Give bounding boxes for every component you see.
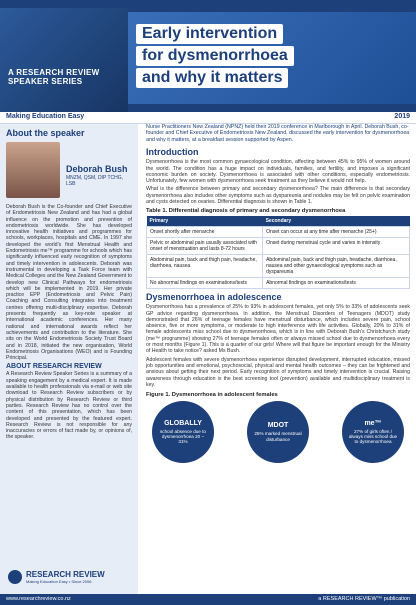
circle-text: school absence due to dysmenorrhoea 20 – 31% bbox=[160, 428, 206, 445]
figure-title: Figure 1. Dysmenorrhoea in adolescent females bbox=[146, 392, 278, 399]
footer-publication: a RESEARCH REVIEW™ publication bbox=[318, 596, 410, 602]
footer bbox=[0, 594, 416, 605]
circle-me bbox=[342, 401, 404, 463]
paragraph-2: What is the difference between primary and secondary dysmenorrhoea? The main difference is that secondary dysmenorrhoea also includes other symptoms such as dyspareunia and nodules may be felt on pelvic examination and cysts detected on ovaries. Differential diagnosis is shown in Table 1. bbox=[146, 186, 410, 205]
paragraph-1: Dysmenorrhoea is the most common gynaecological condition, affecting between 45% to 95% of women around the world. The condition has a huge impact on individuals, families, and fertility, and imposes a significant economic burden on society. Dysmenorrhoea is associated with other conditions, especially endometriosis. Unfortunately, few women with dysmenorrhoea seek treatment as they believe it would not help. bbox=[146, 159, 410, 185]
table-cell: Abdominal pain, back and thigh pain, headache, diarrhoea, nausea and other gynaecological symptoms such as dyspareunia bbox=[263, 255, 410, 278]
speaker-name: Deborah Bush bbox=[66, 164, 128, 174]
circle-title: MDOT bbox=[267, 422, 289, 430]
table-cell: Abnormal findings on examinations/tests bbox=[263, 278, 410, 289]
intro-text: Nurse Practitioners New Zealand (NPNZ) held their 2019 conference in Marlborough in April. Deborah Bush, co-founder and Chief Executive of Endometriosis New Zealand, discussed the early intervention for dysmenorrhoea and why it matters, at a breakfast session supported by Aspen. bbox=[146, 124, 410, 143]
circle-title: GLOBALLY bbox=[164, 419, 202, 427]
heading-introduction: Introduction bbox=[146, 147, 199, 158]
tagline: Making Education Easy bbox=[6, 113, 85, 120]
circle-title: me™ bbox=[364, 419, 382, 427]
year: 2019 bbox=[394, 113, 410, 120]
logo-mark-icon bbox=[8, 570, 22, 584]
table-row bbox=[147, 238, 410, 255]
logo-text bbox=[26, 570, 105, 584]
table-cell: Onset during menstrual cycle and varies in intensity bbox=[263, 238, 410, 255]
avatar bbox=[6, 142, 60, 198]
circle-mdot bbox=[247, 401, 309, 463]
top-bar bbox=[0, 0, 416, 8]
logo-title: RESEARCH REVIEW bbox=[26, 570, 105, 579]
speaker-bio: Deborah Bush is the Co-founder and Chief Executive of Endometriosis New Zealand and has had a global influence on the promotion and prevention of endometriosis worldwide. She has developed innovative health initiatives and programmes for schools, workplaces, hospitals and CME. In 1997 she developed the world's first Menstrual Health and Endometriosis me™ programme for schools which has significantly influenced early recognition of symptoms and timely intervention in adolescents. Deborah was instrumental in developing a Task Force team with Medical Colleges and the New Zealand Government to develop new Clinical Pathways for endometriosis which will be implemented in 2019. Her private practice EPP (Endometriosis and Pelvic Pain) Coaching and Consulting integrates into treatment centres offering multi-disciplinary expertise. Deborah presents frequently as key-note speaker at international academic conferences. Her many national and international awards reflect her achievements and contribution to the literature. She sits on the World Endometriosis Society Trust Board and in 2018, initiated the new organisation, World Endometriosis Organisations (WEO) and is Founding Principal. bbox=[6, 204, 133, 362]
tagline-strip bbox=[0, 112, 416, 124]
diagnosis-table bbox=[146, 216, 410, 289]
paragraph-4: Adolescent females with severe dysmenorrhoea experience disrupted development, interrupted education, missed job opportunities and emotional, psychosocial, physical and mental health outcomes – they can be frightened and anxious about getting their next period. Early recognition of symptoms and timely intervention is crucial. Raising awareness through education is the best screening tool (prevention) available and multidisciplinary treatment is key. bbox=[146, 356, 410, 388]
table-row bbox=[147, 227, 410, 238]
table-cell: Pelvic or abdominal pain usually associated with onset of menstruation and lasts 8-72 hours bbox=[147, 238, 263, 255]
brand-line1: A RESEARCH REVIEW bbox=[8, 68, 100, 77]
table-cell: No abnormal findings on examinations/tests bbox=[147, 278, 263, 289]
sidebar-heading: About the speaker bbox=[6, 128, 85, 138]
research-review-logo bbox=[8, 568, 118, 586]
footer-url[interactable]: www.researchreview.co.nz bbox=[6, 596, 71, 602]
brand-badge bbox=[8, 68, 99, 86]
title-line-3: and why it matters bbox=[136, 68, 288, 88]
table-cell: Abdominal pain, back and thigh pain, headache, diarrhoea, nausea bbox=[147, 255, 263, 278]
banner-photo bbox=[0, 8, 128, 112]
figure-circles bbox=[146, 401, 410, 463]
brand-line2: SPEAKER SERIES bbox=[8, 77, 83, 86]
table-header-secondary: Secondary bbox=[263, 216, 410, 227]
heading-adolescence: Dysmenorrhoea in adolescence bbox=[146, 292, 282, 303]
main-content bbox=[146, 124, 410, 594]
table-title: Table 1. Differential diagnosis of primary and secondary dysmenorrhoea bbox=[146, 208, 346, 215]
paragraph-3: Dysmenorrhoea has a prevalence of 25% to 93% in adolescent females, yet only 5% to 33% of adolescents seek GP advice regarding dysmenorrhoea. In addition, the Menstrual Disorders of Teenagers (MDOT) study demonstrated that 26% of teenage females have menstrual disturbance, which includes severe pain, school absence, five or more symptoms, or moderate to high interference with life activities. Globally, 20% to 31% of female adolescents miss school due to dysmenorrhoea, which is in line with Deborah Bush's Christchurch study (me™ programme) showing 27% of teenage females often or always missed school due to dysmenorrhoea every or most months (Figure 1). This is a quarter of our girls! Where will that figure be important enough for the Ministry of Health to take notice? asked Ms Bush. bbox=[146, 304, 410, 355]
circle-text: 25% marked menstrual disturbance bbox=[254, 431, 302, 442]
table-row bbox=[147, 278, 410, 289]
table-cell: Onset can occur at any time after menarche (25+) bbox=[263, 227, 410, 238]
sidebar bbox=[0, 124, 138, 594]
title-line-2: for dysmenorrhoea bbox=[136, 46, 294, 66]
banner bbox=[0, 8, 416, 112]
circle-text: 27% of girls often / always miss school due to dysmenorrhoea bbox=[348, 428, 398, 445]
banner-title bbox=[128, 12, 416, 104]
table-cell: Onset shortly after menarche bbox=[147, 227, 263, 238]
table-header-primary: Primary bbox=[147, 216, 263, 227]
about-text: A Research Review Speaker Series is a summary of a speaking engagement by a medical expert. It is made available to health professionals via e-mail or web site download to Research Review subscribers or by physical distribution by Research Review or third parties. Research Review has no control over the content of this presentation, which has been developed and presented by the featured expert. Research Review is not responsible for any inaccuracies or errors of fact made by, or opinions of, the speaker. bbox=[6, 371, 132, 441]
about-heading: ABOUT RESEARCH REVIEW bbox=[6, 363, 102, 371]
logo-subtitle: Making Education Easy • Since 2006 bbox=[26, 579, 92, 584]
title-line-1: Early intervention bbox=[136, 24, 283, 44]
circle-globally bbox=[152, 401, 214, 463]
speaker-credentials: MNZM, QSM, DIP TCHG, LSB bbox=[66, 175, 124, 187]
table-row bbox=[147, 255, 410, 278]
speaker-card bbox=[6, 142, 132, 202]
